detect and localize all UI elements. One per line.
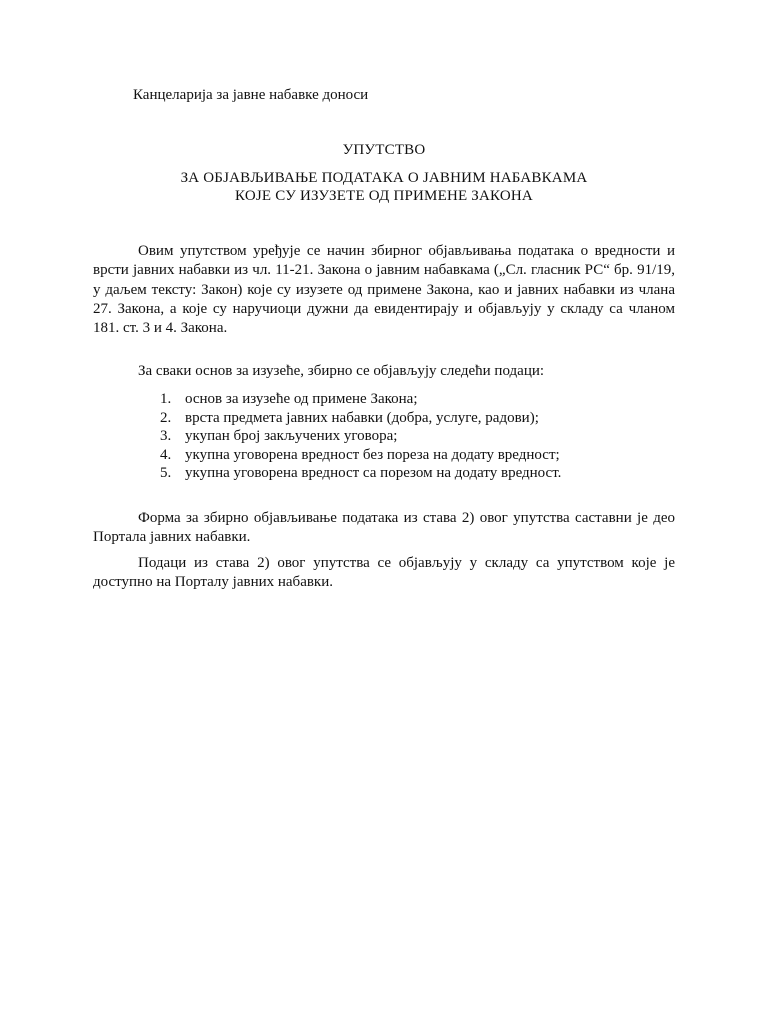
list-item-text: укупна уговорена вредност без пореза на додату вредност; xyxy=(185,446,560,463)
list-item-text: укупан број закључених уговора; xyxy=(185,428,398,444)
paragraph-scope xyxy=(93,242,675,338)
list-item-number: 1. xyxy=(160,391,172,407)
list-item xyxy=(160,409,660,428)
paragraph-publishing-text: Подаци из става 2) овог упутства се објављују у складу са упутством које је доступно на Порталу јавних набавки. xyxy=(93,555,675,591)
paragraph-list-intro-text: За сваки основ за изузеће, збирно се објављују следећи подаци: xyxy=(138,363,545,379)
document-subtitle-line-2: КОЈЕ СУ ИЗУЗЕТЕ ОД ПРИМЕНЕ ЗАКОНА xyxy=(235,188,533,204)
paragraph-list-intro xyxy=(93,362,675,381)
list-item-number: 3. xyxy=(160,428,172,444)
list-item xyxy=(160,390,660,409)
list-item-text: основ за изузеће од примене Закона; xyxy=(185,391,418,407)
document-title: УПУТСТВО xyxy=(342,142,426,158)
list-item-number: 4. xyxy=(160,446,172,463)
paragraph-scope-text: Овим упутством уређује се начин збирног објављивања података о вредности и врсти јавних набавки из чл. 11-21. Закона о јавним набавкама („Сл. гласник РС“ бр. 91/19, у даљем тексту: Закон) које су изузете од примене Закона, као и јавних набавки из члана 27. Закона, а које су наручиоци дужни да евидентирају и објављују у складу са чланом 181. ст. 3 и 4. Закона. xyxy=(93,243,675,337)
issuer-line: Канцеларија за јавне набавке доноси xyxy=(133,87,369,103)
data-items-list xyxy=(160,390,660,483)
document-subtitle-line-1: ЗА ОБЈАВЉИВАЊЕ ПОДАТАКА О ЈАВНИМ НАБАВКАМА xyxy=(180,170,588,186)
paragraph-form-text: Форма за збирно објављивање података из става 2) овог упутства саставни је део Портала јавних набавки. xyxy=(93,510,675,546)
list-item-number: 5. xyxy=(160,465,172,481)
list-item xyxy=(160,464,660,483)
list-item-text: укупна уговорена вредност са порезом на додату вредност. xyxy=(185,465,562,481)
list-item xyxy=(160,446,660,465)
list-item xyxy=(160,427,660,446)
list-item-text: врста предмета јавних набавки (добра, услуге, радови); xyxy=(185,409,539,426)
list-item-number: 2. xyxy=(160,409,172,426)
paragraph-form xyxy=(93,509,675,548)
paragraph-publishing xyxy=(93,554,675,593)
